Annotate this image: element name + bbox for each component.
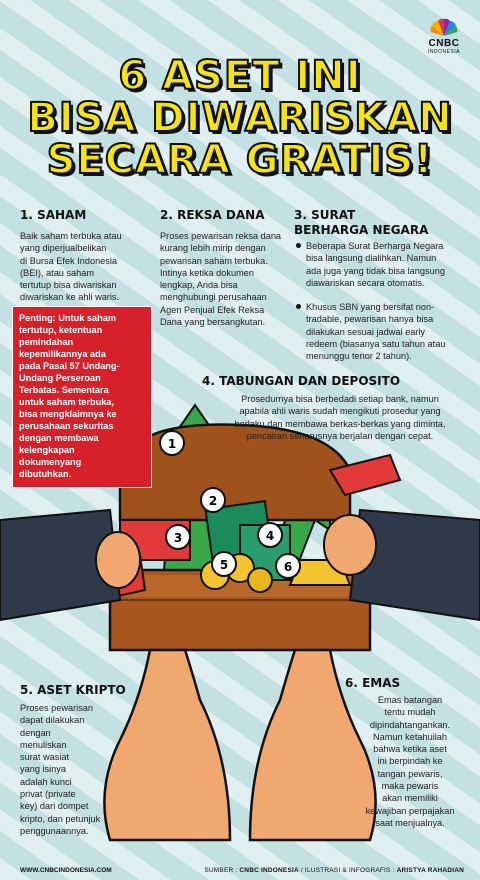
peacock-icon [429,18,459,38]
emas-line: kewajiban perpajakan [365,805,455,816]
warning-line: pada Pasal 57 Undang- [19,361,120,371]
brand-sub: INDONESIA [427,49,460,55]
kripto-line: key) dari dompet [20,801,89,812]
sbn-line: dilakukan sesuai jadwal early [306,326,425,337]
tabungan-text [205,393,475,442]
sbn-line: tradable, pewarisan hanya bisa [306,314,434,325]
warning-line: untuk saham terbuka, [19,397,114,407]
marker-6 [276,554,300,578]
warning-line: dokumenyang [19,457,82,467]
reksa-line: lengkap, Anda bisa [160,280,238,291]
emas-line: saat menjualnya. [375,817,445,828]
saham-line: yang diperjualbelikan [20,243,107,254]
tabungan-line: pencairan seharusnya berjalan dengan cepat. [246,430,434,441]
warning-line: kepemilikannya ada [19,349,106,359]
title-line-2: BISA DIWARISKAN [27,95,453,141]
saham-line: Baik saham terbuka atau [20,231,122,241]
author-name: ARISTYA RAHADIAN [396,867,464,874]
title-line-3: SECARA GRATIS! [46,137,434,183]
marker-1-label: 1 [167,437,177,451]
emas-line: dipindahtangankan. [369,719,451,730]
sbn-line: Khusus SBN yang bersifat non- [306,302,435,312]
emas-line: tangan pewaris, [377,768,443,779]
kripto-line: dengan [20,727,51,738]
sbn-line: menunggu tenor 2 tahun). [306,351,412,362]
reksa-line: kurang lebih mirip dengan [160,243,266,254]
kripto-line: dapat dilakukan [20,715,85,726]
reksa-line: menghubungi perusahaan [160,292,267,303]
sbn-text-2 [306,301,474,362]
marker-4 [258,523,282,547]
tabungan-line: Prosedurnya bisa berbedadi setiap bank, namun [241,394,439,404]
saham-line: tertutup bisa diwariskan [20,280,117,291]
emas-line: tentu mudah [384,707,436,718]
sbn-heading-line: 3. SURAT [294,208,356,222]
marker-2-label: 2 [208,494,218,508]
marker-1 [160,431,184,455]
warning-line: kelengkapan [19,445,75,455]
marker-5-label: 5 [219,558,229,572]
saham-text [20,230,150,304]
reksa-line: Intinya ketika dokumen [160,267,254,278]
sbn-bullet-1 [296,243,301,248]
sbn-line: redeem (biasanya satu tahun atau [306,338,446,349]
warning-line: dibutuhkan. [19,469,72,479]
footer-credits [204,867,464,874]
saham-line: diwariskan ke ahli waris. [20,292,120,303]
source-label: SUMBER : [204,867,238,874]
illustration-label: / ILUSTRASI & INFOGRAFIS : [300,867,395,874]
saham-heading: 1. SAHAM [20,208,87,222]
marker-6-label: 6 [283,560,293,574]
title-line-1: 6 ASET INI [118,53,362,99]
marker-2 [201,488,225,512]
reksa-heading: 2. REKSA DANA [160,208,265,222]
saham-warning-box [12,306,152,488]
footer [0,862,480,880]
tabungan-line: apabila ahli waris sudah mengikuti prosedur yang [239,406,441,417]
sbn-heading-line: BERHARGA NEGARA [294,223,429,237]
reksa-line: Proses pewarisan reksa dana [160,231,282,241]
kripto-line: Proses pewarisan [20,703,94,713]
kripto-line: menuliskan [20,739,67,750]
kripto-text [20,702,140,837]
footer-url[interactable]: WWW.CNBCINDONESIA.COM [20,867,112,874]
sbn-text-1 [306,240,474,289]
marker-5 [212,552,236,576]
marker-3 [166,525,190,549]
warning-line: Penting: Untuk saham [19,313,116,323]
kripto-heading: 5. ASET KRIPTO [20,683,126,697]
kripto-line: kripto, dan petunjuk [20,813,101,824]
warning-line: dengan membawa [19,433,99,443]
reksa-line: Agen Penjual Efek Reksa [160,304,265,315]
cnbc-logo [422,18,466,55]
warning-line: bisa mengklaimnya ke [19,409,117,419]
kripto-line: surat wasiat [20,752,70,763]
tabungan-heading: 4. TABUNGAN DAN DEPOSITO [202,374,401,388]
emas-line: ini berpindah ke [377,756,443,767]
emas-line: Namun ketahuilah [372,731,448,742]
emas-heading: 6. EMAS [345,676,401,690]
kripto-line: adalah kunci [20,776,72,787]
marker-3-label: 3 [173,531,183,545]
sbn-line: ada juga yang tidak bisa langsung [306,265,445,276]
kripto-line: yang isinya [20,764,66,775]
reksa-line: Dana yang bersangkutan. [160,317,266,328]
sbn-line: Beberapa Surat Berharga Negara [306,241,444,251]
warning-line: pemindahan [19,337,74,347]
warning-line: Terbatas. Sementara [19,385,109,395]
saham-line: di Bursa Efek Indonesia [20,255,118,266]
reksa-line: pewarisan saham terbuka. [160,255,268,266]
emas-line: bahwa ketika aset [373,744,447,755]
tabungan-line: berlaku dan membawa berkas-berkas yang diminta, [234,418,446,429]
brand-name: CNBC [428,38,460,49]
reksa-text [160,230,290,328]
kripto-line: privat (private [20,789,76,800]
emas-line: Emas batangan [377,695,443,705]
emas-line: maka pewaris [381,781,439,792]
warning-line: tertutup, ketentuan [19,325,103,335]
kripto-line: penggunaannya. [20,825,89,836]
sbn-heading [294,208,428,238]
sbn-line: bisa langsung dialihkan. Namun [306,253,437,264]
saham-line: (BEI), atau saham [20,267,95,278]
emas-line: akan memiliki [382,793,438,804]
sbn-line: diawariskan secara otomatis. [306,277,425,288]
page-title [0,55,480,181]
warning-line: perusahaan sekuritas [19,421,114,431]
marker-4-label: 4 [265,529,275,543]
source-name: CNBC INDONESIA [239,867,299,874]
warning-line: Undang Perseroan [19,373,101,383]
emas-text [350,694,470,829]
sbn-bullet-2 [296,304,301,309]
